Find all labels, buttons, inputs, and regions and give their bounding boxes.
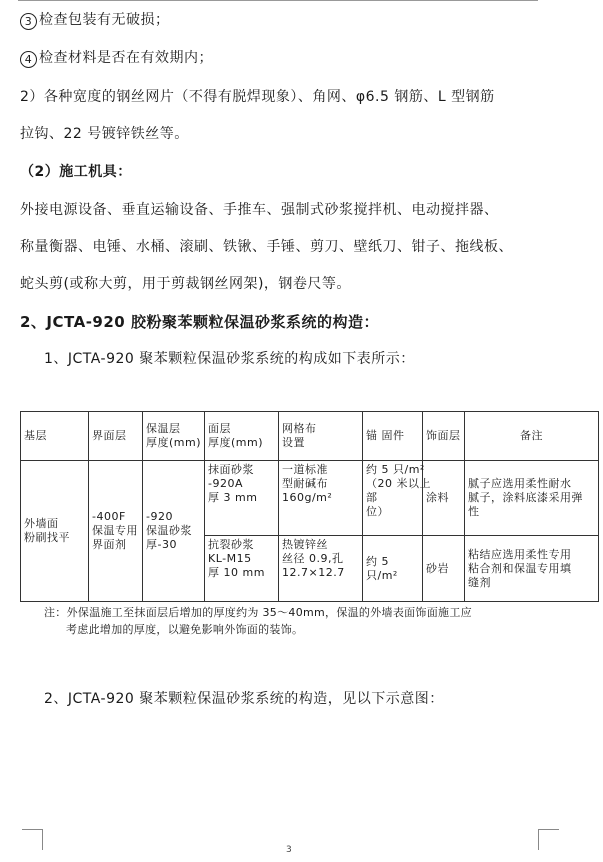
header-cell: 面层 厚度(mm) (205, 412, 279, 461)
note-line-2: 考虑此增加的厚度，以避免影响外饰面的装饰。 (66, 623, 304, 636)
tools-line-1: 外接电源设备、垂直运输设备、手推车、强制式砂浆搅拌机、电动搅拌器、 (20, 202, 499, 218)
finish-cell: 涂料 (423, 461, 465, 536)
base-cell: 外墙面 粉刷找平 (21, 461, 89, 602)
mesh-paragraph-line-2: 拉钩、22 号镀锌铁丝等。 (20, 126, 189, 142)
composition-table (20, 411, 599, 602)
page-number: 3 (286, 845, 292, 855)
check-item-4 (20, 49, 213, 68)
section-subheading-1: 1、JCTA-920 聚苯颗粒保温砂浆系统的构成如下表所示： (44, 351, 415, 367)
anchor-cell: 约 5 只/m² （20 米以上 部 位） (363, 461, 423, 536)
header-cell: 保温层 厚度(mm) (143, 412, 205, 461)
insulation-cell: -920 保温砂浆 厚-30 (143, 461, 205, 602)
remark-cell: 腻子应选用柔性耐水 腻子，涂料底漆采用弹 性 (465, 461, 599, 536)
mesh-paragraph-line-1: 2）各种宽度的钢丝网片（不得有脱焊现象）、角网、φ6.5 钢筋、L 型钢筋 (20, 89, 495, 105)
finish-cell: 砂岩 (423, 536, 465, 602)
header-cell: 饰面层 (423, 412, 465, 461)
check-item-text: 检查包装有无破损； (39, 12, 170, 28)
header-cell: 备注 (465, 412, 599, 461)
page-top-border (18, 0, 538, 1)
mesh-cell: 热镀锌丝 丝径 0.9,孔 12.7×12.7 (279, 536, 363, 602)
note-line-1: 注：外保温施工至抹面层后增加的厚度约为 35～40mm，保温的外墙表面饰面施工应 (44, 606, 472, 619)
section-heading: 2、JCTA-920 胶粉聚苯颗粒保温砂浆系统的构造： (20, 313, 379, 331)
check-item-text: 检查材料是否在有效期内； (39, 50, 213, 66)
surface-cell: 抗裂砂浆 KL-M15 厚 10 mm (205, 536, 279, 602)
circled-number: 4 (20, 51, 37, 68)
section-subheading-2: 2、JCTA-920 聚苯颗粒保温砂浆系统的构造，见以下示意图： (44, 691, 444, 707)
page-corner-mark-left (22, 829, 43, 850)
check-item-3 (20, 11, 170, 30)
tools-heading: （2）施工机具： (20, 164, 132, 180)
mesh-cell: 一道标准 型耐碱布 160g/m² (279, 461, 363, 536)
tools-line-2: 称量衡器、电锤、水桶、滚刷、铁锹、手锤、剪刀、壁纸刀、钳子、拖线板、 (20, 239, 513, 255)
anchor-cell: 约 5 只/m² (363, 536, 423, 602)
table-row (21, 461, 599, 536)
header-cell: 界面层 (89, 412, 143, 461)
circled-number: 3 (20, 13, 37, 30)
header-cell: 锚 固件 (363, 412, 423, 461)
remark-cell: 粘结应选用柔性专用 粘合剂和保温专用填 缝剂 (465, 536, 599, 602)
header-cell: 网格布 设置 (279, 412, 363, 461)
tools-line-3: 蛇头剪(或称大剪，用于剪裁钢丝网架)，钢卷尺等。 (20, 276, 351, 292)
header-cell: 基层 (21, 412, 89, 461)
page-corner-mark-right (538, 829, 559, 850)
surface-cell: 抹面砂浆 -920A 厚 3 mm (205, 461, 279, 536)
table-header-row (21, 412, 599, 461)
interface-cell: -400F 保温专用 界面剂 (89, 461, 143, 602)
